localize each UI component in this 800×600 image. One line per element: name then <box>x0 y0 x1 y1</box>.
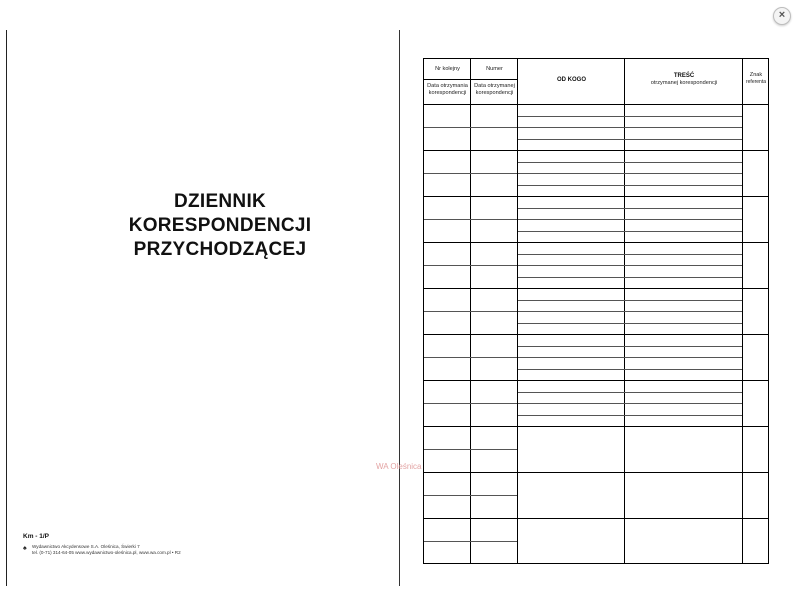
writing-line <box>518 231 742 232</box>
header-bottom-line <box>424 104 768 105</box>
writing-line <box>518 208 742 209</box>
header-divider <box>424 79 517 80</box>
writing-line <box>518 219 742 220</box>
table-row-divider <box>424 380 768 381</box>
header-znak: Znak <box>749 72 763 78</box>
writing-line <box>518 277 742 278</box>
writing-line <box>518 162 742 163</box>
table-row-divider <box>424 196 768 197</box>
row-subdivider <box>424 449 517 450</box>
writing-line <box>518 415 742 416</box>
table-row-divider <box>424 472 768 473</box>
writing-line <box>518 127 742 128</box>
row-subdivider <box>424 357 517 358</box>
writing-line <box>518 185 742 186</box>
publisher-line: Wydawnictwo Akcydensowe S.A. Oleśnica, Świerki 7 <box>32 544 140 549</box>
publisher-line: tel. (0-71) 314-64-05 www.wydawnictwo-oleśnica.pl, www.wa.com.pl • R2 <box>32 550 181 555</box>
writing-line <box>518 323 742 324</box>
table-row-divider <box>424 518 768 519</box>
table-row-divider <box>424 242 768 243</box>
page-edge <box>6 30 7 586</box>
writing-line <box>518 403 742 404</box>
writing-line <box>518 392 742 393</box>
header-nr-kolejny: Nr kolejny <box>435 66 460 72</box>
writing-line <box>518 265 742 266</box>
writing-line <box>518 139 742 140</box>
header-od-kogo: OD KOGO <box>556 77 586 83</box>
table-row-divider <box>424 334 768 335</box>
writing-line <box>518 346 742 347</box>
row-subdivider <box>424 127 517 128</box>
writing-line <box>518 357 742 358</box>
table-row-divider <box>424 150 768 151</box>
book-spine <box>399 30 400 586</box>
row-subdivider <box>424 541 517 542</box>
close-button[interactable]: × <box>773 7 791 25</box>
header-data-otrzymanej: Data otrzymanej korespondencji <box>474 83 515 96</box>
row-subdivider <box>424 265 517 266</box>
writing-line <box>518 116 742 117</box>
writing-line <box>518 254 742 255</box>
writing-line <box>518 311 742 312</box>
header-data-otrzymania: Data otrzymania korespondencji <box>427 83 468 96</box>
cover-title-line: DZIENNIK <box>173 191 267 212</box>
form-code: Km - 1/P <box>23 533 50 540</box>
cover-title <box>80 190 360 262</box>
header-znak-sub: referenta <box>745 79 766 85</box>
publisher-info <box>23 544 181 556</box>
header-tresc-sub: otrzymanej korespondencji <box>650 80 718 86</box>
header-tresc: TREŚĆ <box>673 73 695 79</box>
table-row-divider <box>424 426 768 427</box>
row-subdivider <box>424 219 517 220</box>
ledger-table <box>423 58 769 564</box>
cover-title-line: KORESPONDENCJI <box>128 215 312 236</box>
row-subdivider <box>424 311 517 312</box>
table-row-divider <box>424 288 768 289</box>
header-numer: Numer <box>486 66 503 72</box>
column-divider <box>742 59 743 563</box>
watermark: WA Oleśnica <box>376 462 422 471</box>
writing-line <box>518 300 742 301</box>
publisher-logo-icon: ♠ <box>23 545 27 552</box>
writing-line <box>518 369 742 370</box>
writing-line <box>518 173 742 174</box>
row-subdivider <box>424 403 517 404</box>
cover-title-line: PRZYCHODZĄCEJ <box>133 239 307 260</box>
row-subdivider <box>424 173 517 174</box>
row-subdivider <box>424 495 517 496</box>
